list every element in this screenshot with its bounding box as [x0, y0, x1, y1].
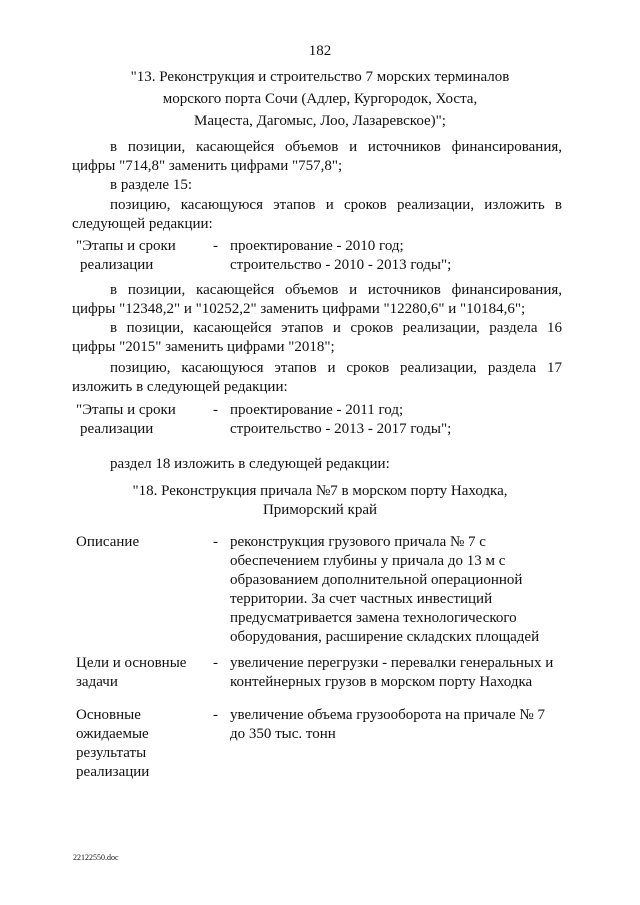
row-results-label-1: Основные: [76, 707, 141, 723]
row-description-label: Описание: [76, 534, 140, 550]
paragraph-3-line-1: позицию, касающуюся этапов и сроков реализации, изложить в: [110, 197, 562, 213]
row-description-text-3: образованием дополнительной операционной: [230, 572, 523, 588]
section18-title-line-2: Приморский край: [262, 502, 378, 518]
row-description-text-6: оборудования, расширение складских площадей: [230, 629, 540, 645]
table2-label-line-1: "Этапы и сроки: [76, 402, 176, 418]
paragraph-5-line-1: в позиции, касающейся этапов и сроков реализации, раздела 16: [110, 320, 562, 336]
section13-title-line-1: "13. Реконструкция и строительство 7 морских терминалов: [130, 69, 510, 85]
row-results-label-2: ожидаемые: [76, 726, 149, 742]
footer-filename: 22122550.doc: [73, 853, 119, 862]
row-results-label-4: реализации: [76, 764, 150, 780]
row-goals-label-2: задачи: [76, 674, 118, 690]
section18-title-line-1: "18. Реконструкция причала №7 в морском порту Находка,: [132, 483, 508, 499]
section13-title-line-2: морского порта Сочи (Адлер, Кургородок, Хоста,: [162, 91, 478, 107]
row-description-text-1: реконструкция грузового причала № 7 с: [230, 534, 486, 550]
paragraph-6-line-2: изложить в следующей редакции:: [72, 379, 288, 395]
paragraph-2: в разделе 15:: [110, 177, 192, 193]
paragraph-3-line-2: следующей редакции:: [72, 216, 213, 232]
table2-label-line-2: реализации: [80, 421, 154, 437]
table2-dash: -: [213, 402, 218, 418]
row-goals-text-2: контейнерных грузов в морском порту Находка: [230, 674, 533, 690]
table2-value-line-2: строительство - 2013 - 2017 годы";: [230, 421, 452, 437]
row-results-text-2: до 350 тыс. тонн: [230, 726, 336, 742]
row-results-dash: -: [213, 707, 218, 723]
paragraph-1-line-2: цифры "714,8" заменить цифрами "757,8";: [72, 158, 343, 174]
paragraph-5-line-2: цифры "2015" заменить цифрами "2018";: [72, 339, 335, 355]
table2-value-line-1: проектирование - 2011 год;: [230, 402, 404, 418]
table1-dash: -: [213, 238, 218, 254]
table1-value-line-2: строительство - 2010 - 2013 годы";: [230, 257, 452, 273]
paragraph-1-line-1: в позиции, касающейся объемов и источников финансирования,: [110, 139, 562, 155]
paragraph-7: раздел 18 изложить в следующей редакции:: [110, 456, 390, 472]
row-description-text-4: территории. За счет частных инвестиций: [230, 591, 493, 607]
row-description-text-2: обеспечением глубины у причала до 13 м с: [230, 553, 506, 569]
table1-label-line-2: реализации: [80, 257, 154, 273]
page-number: 182: [308, 43, 332, 59]
paragraph-6-line-1: позицию, касающуюся этапов и сроков реализации, раздела 17: [110, 360, 562, 376]
table1-value-line-1: проектирование - 2010 год;: [230, 238, 404, 254]
paragraph-4-line-2: цифры "12348,2" и "10252,2" заменить цифрами "12280,6" и "10184,6";: [72, 301, 526, 317]
section13-title-line-3: Мацеста, Дагомыс, Лоо, Лазаревское)";: [194, 113, 446, 129]
row-description-text-5: предусматривается замена технологического: [230, 610, 517, 626]
row-goals-text-1: увеличение перегрузки - перевалки генеральных и: [230, 655, 554, 671]
row-results-label-3: результаты: [76, 745, 147, 761]
row-goals-dash: -: [213, 655, 218, 671]
row-description-dash: -: [213, 534, 218, 550]
paragraph-4-line-1: в позиции, касающейся объемов и источников финансирования,: [110, 282, 562, 298]
table1-label-line-1: "Этапы и сроки: [76, 238, 176, 254]
row-goals-label-1: Цели и основные: [76, 655, 187, 671]
row-results-text-1: увеличение объема грузооборота на причале № 7: [230, 707, 545, 723]
